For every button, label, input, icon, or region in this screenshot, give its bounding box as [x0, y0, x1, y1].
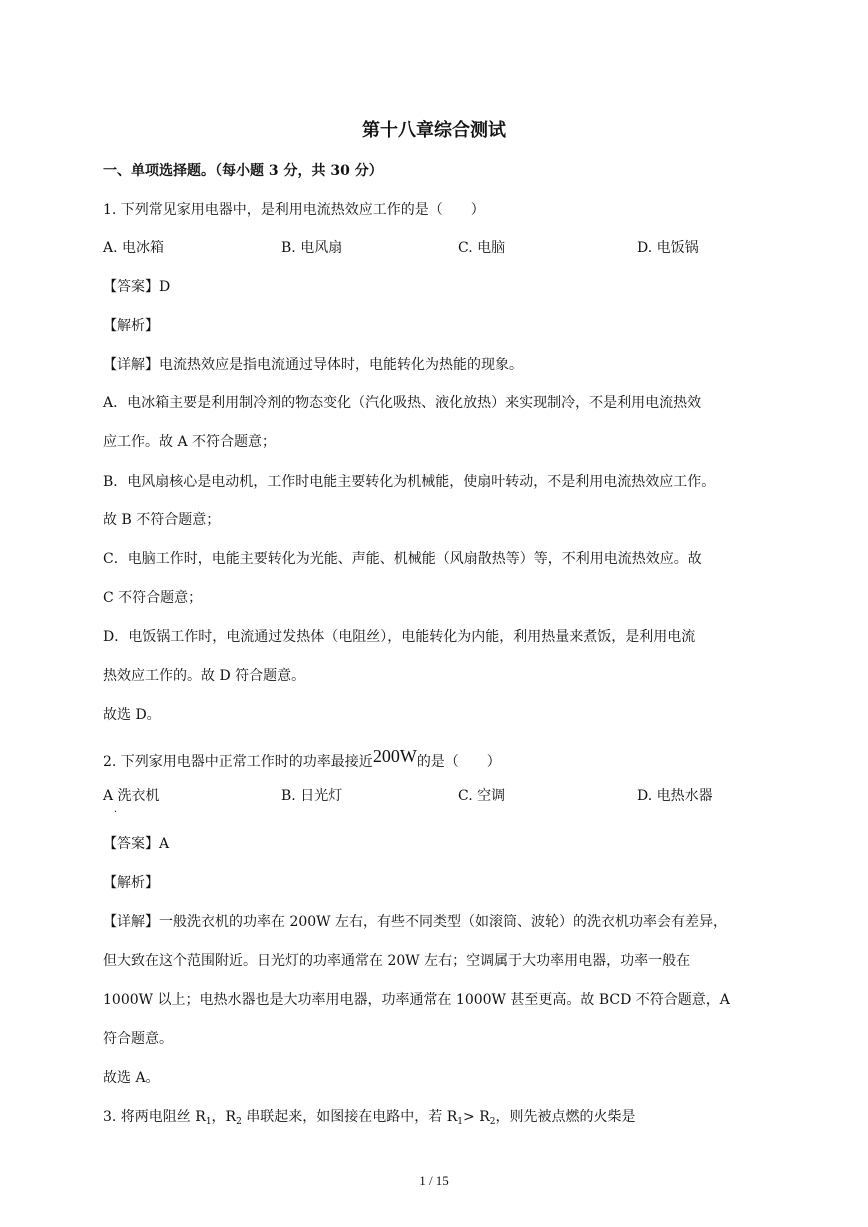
q3-text: 串联起来，如图接在电路中，若 R: [241, 1109, 458, 1125]
q1-detail: [103, 355, 523, 375]
q1-detail-text: 电流热效应是指电流通过导体时，电能转化为热能的现象。: [159, 357, 523, 373]
section-heading: 一、单项选择题。（每小题 3 分，共 30 分）: [103, 163, 383, 179]
q2-answer: 【答案】A: [103, 836, 170, 852]
q1-explain-line: 故 B 不符合题意；: [103, 512, 221, 528]
q1-option-b: B. 电风扇: [281, 240, 343, 256]
q3-subscript: 2: [236, 1117, 242, 1127]
q2-option-b: B. 日光灯: [281, 788, 343, 804]
page-title: 第十八章综合测试: [362, 120, 506, 141]
q1-answer: 【答案】D: [103, 279, 171, 295]
question-2-stem: [103, 746, 501, 772]
q1-explain-line: A．电冰箱主要是利用制冷剂的物态变化（汽化吸热、液化放热）来实现制冷，不是利用电流热效: [103, 395, 702, 411]
q2-detail-tag: 【详解】: [103, 914, 159, 930]
page-number: 1 / 15: [419, 1173, 449, 1188]
q3-subscript: 1: [205, 1117, 212, 1127]
q3-text: ，R: [211, 1109, 237, 1125]
q2-option-c: C. 空调: [458, 788, 506, 804]
q2-explain-line: 1000W 以上；电热水器也是大功率用电器，功率通常在 1000W 甚至更高。故 BCD 不符合题意，A: [103, 992, 730, 1008]
q3-text: > R: [463, 1109, 490, 1125]
q1-explain-line: 热效应工作的。故 D 符合题意。: [103, 668, 306, 684]
q1-option-c: C. 电脑: [458, 240, 506, 256]
question-1-stem: 1. 下列常见家用电器中，是利用电流热效应工作的是（ ）: [103, 202, 485, 218]
q2-stem-value: 200W: [372, 746, 417, 766]
q2-conclusion: 故选 A。: [103, 1070, 160, 1086]
q2-explain-line: 但大致在这个范围附近。日光灯的功率通常在 20W 左右；空调属于大功率用电器，功率一般在: [103, 953, 691, 969]
stray-dot-mark: ·: [114, 807, 118, 818]
q1-option-a: A. 电冰箱: [103, 240, 165, 256]
q2-option-a: A 洗衣机: [103, 788, 160, 804]
q2-explain-line: 符合题意。: [103, 1031, 173, 1047]
q1-explain-line: C 不符合题意；: [103, 590, 203, 606]
q3-text: ，则先被点燃的火柴是: [495, 1109, 636, 1125]
q2-detail: [103, 912, 727, 932]
q3-subscript: 2: [489, 1117, 496, 1127]
q1-explain-line: B．电风扇核心是电动机，工作时电能主要转化为机械能，使扇叶转动，不是利用电流热效应工作。: [103, 474, 716, 490]
q2-stem-pre: 2. 下列家用电器中正常工作时的功率最接近: [103, 754, 373, 770]
q1-detail-tag: 【详解】: [103, 357, 159, 373]
q1-explain-line: C．电脑工作时，电能主要转化为光能、声能、机械能（风扇散热等）等，不利用电流热效应。故: [103, 551, 702, 567]
q1-conclusion: 故选 D。: [103, 707, 161, 723]
q3-text: 3. 将两电阻丝 R: [103, 1109, 206, 1125]
q2-analysis-label: 【解析】: [103, 875, 159, 891]
q1-analysis-label: 【解析】: [103, 318, 159, 334]
q1-option-d: D. 电饭锅: [637, 240, 699, 256]
q1-explain-line: D．电饭锅工作时，电流通过发热体（电阻丝），电能转化为内能，利用热量来煮饭，是利用电流: [103, 629, 696, 645]
q2-detail-text: 一般洗衣机的功率在 200W 左右，有些不同类型（如滚筒、波轮）的洗衣机功率会有差异，: [159, 914, 728, 930]
question-3-stem: [103, 1107, 635, 1132]
q1-explain-line: 应工作。故 A 不符合题意；: [103, 434, 277, 450]
q2-option-d: D. 电热水器: [637, 788, 713, 804]
q2-stem-post: 的是（ ）: [416, 754, 501, 770]
q3-subscript: 1: [457, 1117, 464, 1127]
